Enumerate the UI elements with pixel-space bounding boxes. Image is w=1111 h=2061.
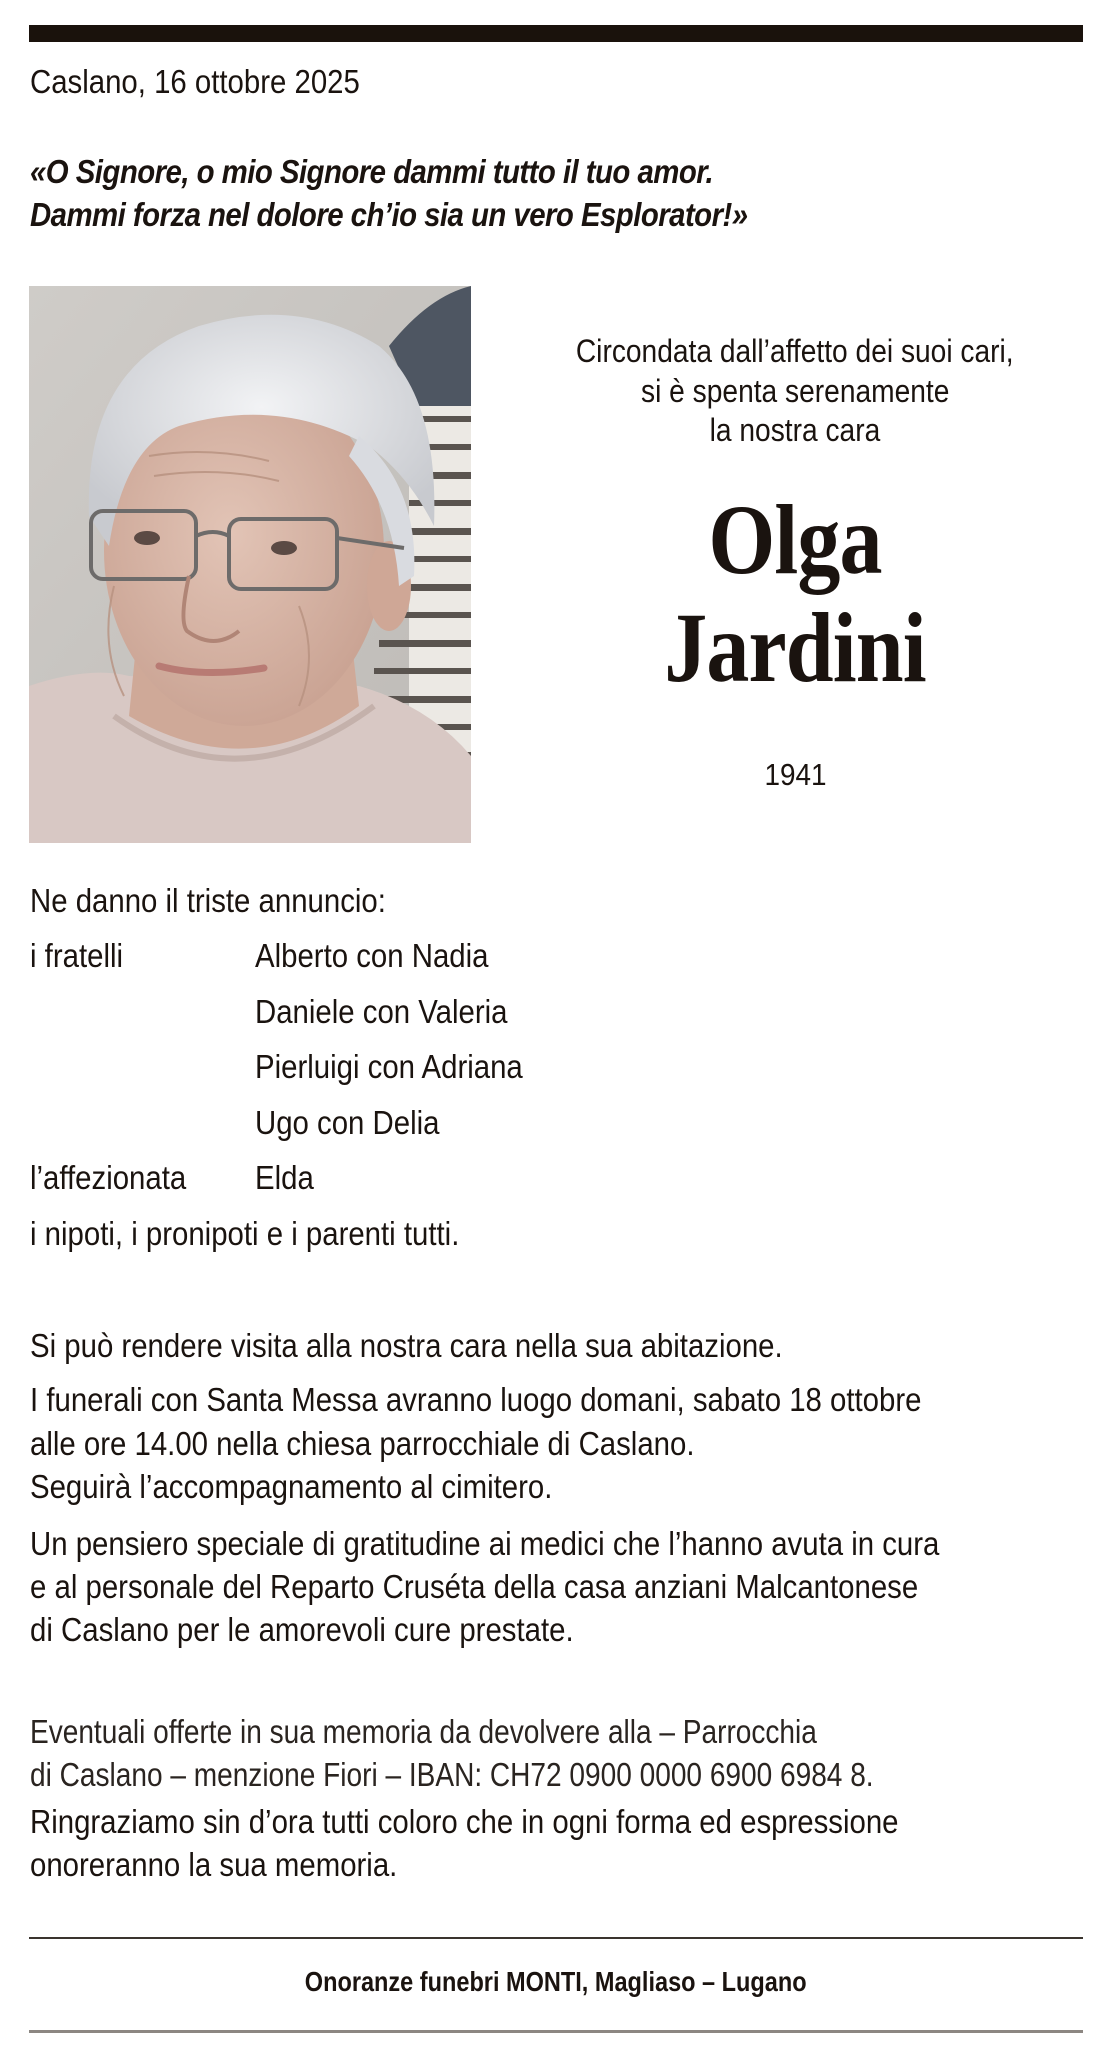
thanks-line-3: di Caslano per le amorevoli cure prestate. [30,1611,574,1648]
visit-info: Si può rendere visita alla nostra cara nella sua abitazione. [30,1327,783,1364]
deceased-first-name: Olga [708,484,882,595]
top-black-bar [29,25,1083,42]
quote-line-2: Dammi forza nel dolore ch’io sia un vero Esplorator!» [30,196,748,233]
funeral-line-1: I funerali con Santa Messa avranno luogo domani, sabato 18 ottobre [30,1381,922,1418]
birth-year: 1941 [763,757,827,792]
portrait-illustration-icon [29,286,471,843]
location-date: Caslano, 16 ottobre 2025 [30,63,360,100]
mourner-label: i fratelli [30,937,124,974]
intro-line-2: si è spenta serenamente [640,373,950,409]
funeral-home: Onoranze funebri MONTI, Magliaso – Lugano [304,1966,807,1997]
thanks-line-2: e al personale del Reparto Cruséta della casa anziani Malcantonese [30,1568,919,1605]
mourner-name: Alberto con Nadia [255,937,489,974]
funeral-line-2: alle ore 14.00 nella chiesa parrocchiale di Caslano. [30,1425,695,1462]
closing-line-1: Ringraziamo sin d’ora tutti coloro che in ogni forma ed espressione [30,1803,899,1840]
mourner-name: Ugo con Delia [255,1104,440,1141]
closing-line-2: onoreranno la sua memoria. [30,1846,398,1883]
footer-bottom-rule [29,2030,1083,2033]
intro-line-1: Circondata dall’affetto dei suoi cari, [576,333,1014,369]
mourner-name: Elda [255,1159,314,1196]
donation-line-2: di Caslano – menzione Fiori – IBAN: CH72 0900 0000 6900 6984 8. [30,1756,874,1793]
portrait-photo [29,286,471,843]
quote-line-1: «O Signore, o mio Signore dammi tutto il tuo amor. [30,153,714,190]
intro-line-3: la nostra cara [709,412,881,448]
thanks-line-1: Un pensiero speciale di gratitudine ai medici che l’hanno avuta in cura [30,1525,940,1562]
deceased-last-name: Jardini [664,592,926,703]
donation-line-1: Eventuali offerte in sua memoria da devolvere alla – Parrocchia [30,1713,817,1750]
funeral-line-3: Seguirà l’accompagnamento al cimitero. [30,1468,553,1505]
mourner-label: l’affezionata [30,1159,187,1196]
mourners-heading: Ne danno il triste annuncio: [30,882,386,919]
mourners-closing: i nipoti, i pronipoti e i parenti tutti. [30,1215,460,1252]
footer-top-rule [29,1937,1083,1939]
mourner-name: Daniele con Valeria [255,993,508,1030]
mourner-name: Pierluigi con Adriana [255,1048,523,1085]
